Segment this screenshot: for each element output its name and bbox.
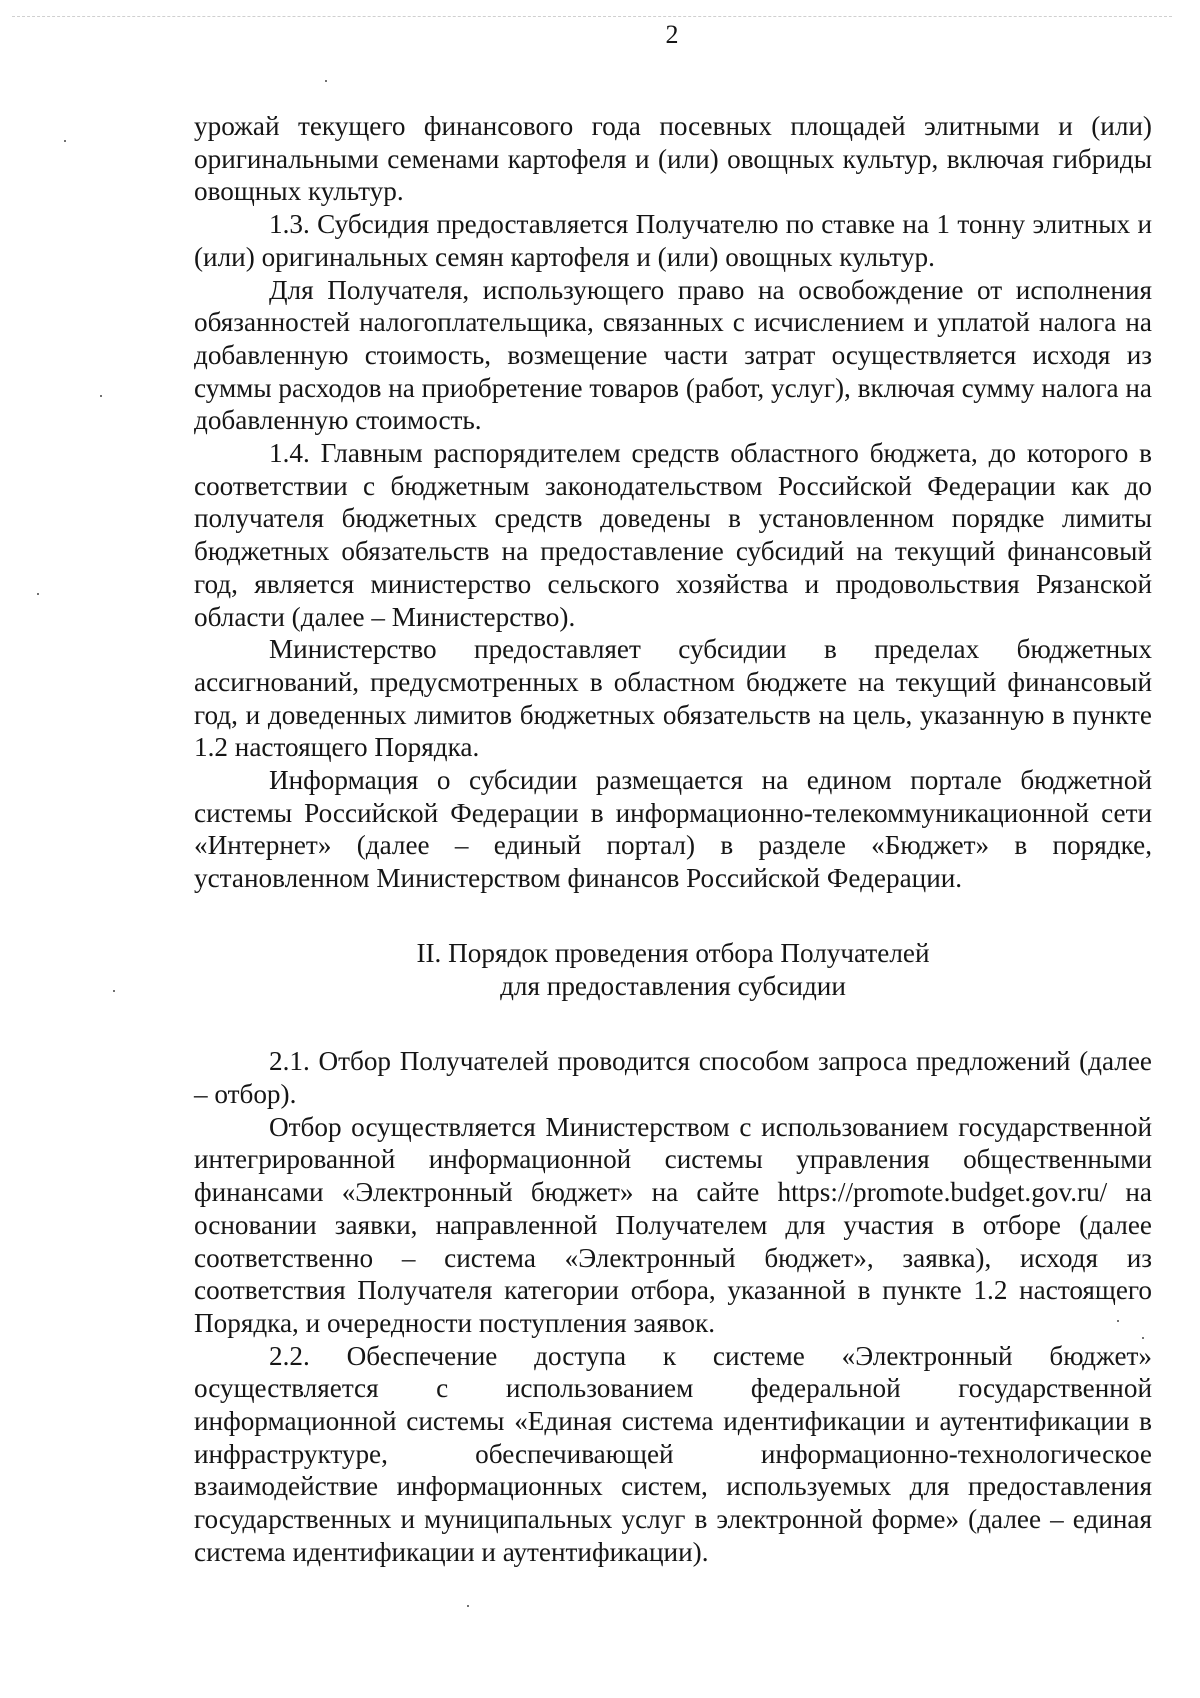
- scan-speck: [325, 80, 327, 82]
- paragraph-1-4: 1.4. Главным распорядителем средств областного бюджета, до которого в соответствии с бюджетным законодательством Российской Федерации как до получателя бюджетных средств доведены в установленном порядке лимиты бюджетных обязательств на предоставление субсидий на текущий финансовый год, является министерство сельского хозяйства и продовольствия Рязанской области (далее – Министерство).: [194, 438, 1152, 632]
- scan-speck: [1117, 1320, 1119, 1322]
- document-body: [194, 110, 1152, 1569]
- paragraph-portal-info: Информация о субсидии размещается на едином портале бюджетной системы Российской Федерации в информационно-телекоммуникационной сети «Интернет» (далее – единый портал) в разделе «Бюджет» в порядке, установленном Министерством финансов Российской Федерации.: [194, 765, 1152, 894]
- section-heading: [194, 937, 1152, 1002]
- paragraph-selection-procedure: Отбор осуществляется Министерством с использованием государственной интегрированной информационной системы управления общественными финансами «Электронный бюджет» на сайте https://promote.budget.gov.ru/ на основании заявки, направленной Получателем для участия в отборе (далее соответственно – система «Электронный бюджет», заявка), исходя из соответствия Получателя категории отбора, указанной в пункте 1.2 настоящего Порядка, и очередности поступления заявок.: [194, 1111, 1152, 1338]
- scan-speck: [64, 140, 66, 142]
- scan-speck: [1142, 1337, 1144, 1339]
- paragraph-continuation: урожай текущего финансового года посевных площадей элитными и (или) оригинальными семенами картофеля и (или) овощных культур, включая гибриды овощных культур.: [194, 111, 1152, 207]
- scan-speck: [37, 593, 39, 595]
- page-number: 2: [665, 20, 679, 49]
- section-heading-line-1: II. Порядок проведения отбора Получателей: [416, 937, 930, 968]
- paragraph-2-1: 2.1. Отбор Получателей проводится способом запроса предложений (далее – отбор).: [194, 1046, 1152, 1109]
- scan-speck: [113, 990, 115, 992]
- section-heading-line-2: для предоставления субсидии: [500, 970, 846, 1001]
- scan-speck: [100, 395, 102, 397]
- paragraph-ministry-subsidies: Министерство предоставляет субсидии в пределах бюджетных ассигнований, предусмотренных в областном бюджете на текущий финансовый год, и доведенных лимитов бюджетных обязательств на цель, указанную в пункте 1.2 настоящего Порядка.: [194, 634, 1152, 763]
- paragraph-2-2: 2.2. Обеспечение доступа к системе «Электронный бюджет» осуществляется с использованием федеральной государственной информационной системы «Единая система идентификации и аутентификации в инфраструктуре, обеспечивающей информационно-технологическое взаимодействие информационных систем, используемых для предоставления государственных и муниципальных услуг в электронной форме» (далее – единая система идентификации и аутентификации).: [194, 1340, 1152, 1567]
- paragraph-vat-exemption: Для Получателя, использующего право на освобождение от исполнения обязанностей налогоплательщика, связанных с исчислением и уплатой налога на добавленную стоимость, возмещение части затрат осуществляется исходя из суммы расходов на приобретение товаров (работ, услуг), включая сумму налога на добавленную стоимость.: [194, 274, 1152, 436]
- scan-speck: [467, 1605, 469, 1607]
- paragraph-1-3: 1.3. Субсидия предоставляется Получателю по ставке на 1 тонну элитных и (или) оригинальных семян картофеля и (или) овощных культур.: [194, 209, 1152, 272]
- scan-edge-line: [12, 16, 1172, 17]
